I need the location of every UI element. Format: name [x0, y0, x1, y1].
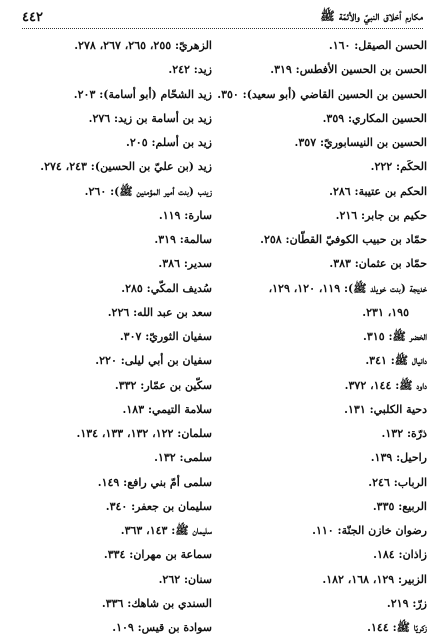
index-entry: دحية الكلبي: ١٣١. — [344, 402, 427, 416]
index-entry: زينب (بنت أمير المؤمنين ﷺ): ٢٦٠. — [84, 184, 212, 198]
index-entry: سلمى أمّ بني رافع: ١٤٩. — [97, 475, 212, 489]
index-entry: الرباب: ٢٤٦. — [368, 475, 427, 489]
index-entry: الحسن بن الحسين الأفطس: ٣١٩. — [270, 63, 427, 77]
index-column-left — [12, 34, 212, 640]
index-entry: زيد الشحّام (أبو أسامة): ٢٠٣. — [73, 87, 212, 101]
index-entry: سفيان بن أبي ليلى: ٢٢٠. — [95, 354, 212, 368]
index-entry: راحيل: ١٣٩. — [370, 451, 427, 465]
index-entry: سماعة بن مهران: ٣٣٤. — [103, 548, 212, 562]
index-entry: سكّين بن عمّار: ٣٣٢. — [114, 378, 212, 392]
index-entry: سدير: ٣٨٦. — [158, 257, 212, 271]
index-entry: الخضر ﷺ: ٣١٥. — [363, 330, 427, 343]
index-entry: حكيم بن جابر: ٢١٦. — [335, 208, 427, 222]
index-entry: سلمى: ١٣٢. — [154, 451, 212, 465]
index-entry: حمّاد بن عثمان: ٣٨٣. — [329, 257, 427, 271]
index-entry-continuation: ١٩٥، ٢٣١. — [362, 305, 409, 319]
index-entry: خديجة (بنت خويلد ﷺ): ١١٩، ١٢٠، ١٢٩، — [268, 281, 427, 295]
index-entry: الزبير: ١٢٩، ١٦٨، ١٨٢. — [322, 572, 427, 586]
index-entry: سُديف المكّي: ٢٨٥. — [121, 281, 212, 295]
index-entry: سعد بن عبد الله: ٢٢٦. — [107, 305, 212, 319]
index-entry: سنان: ٢٦٢. — [158, 572, 212, 586]
index-entry: الزهريّ: ٢٥٥، ٢٦٥، ٢٦٧، ٢٧٨. — [74, 39, 212, 52]
index-entry: زكريّا ﷺ: ١٤٤. — [367, 621, 427, 634]
index-entry: زيد (بن عليّ بن الحسين): ٢٤٣، ٢٧٤. — [40, 160, 212, 174]
index-entry: سارة: ١١٩. — [158, 208, 212, 222]
index-entry: الحسين بن النيسابوريّ: ٣٥٧. — [294, 136, 427, 149]
index-entry: الربيع: ٣٣٥. — [372, 499, 427, 513]
index-entry: زيد بن أسلم: ٢٠٥. — [126, 136, 212, 149]
index-entry: الحسن الصيقل: ١٦٠. — [328, 39, 427, 52]
index-entry: السندي بن شاهك: ٣٣٦. — [101, 596, 212, 610]
index-column-right — [217, 34, 427, 640]
index-entry: الحكم بن عتيبة: ٢٨٦. — [329, 184, 427, 198]
index-entry: دانيال ﷺ: ٣٤١. — [365, 354, 427, 368]
running-title: مكارم أخلاق النبيّ والأئمّة ﷺ — [320, 8, 423, 23]
page-number: ٤٤٢ — [22, 9, 43, 25]
index-entry: الحسين المكاري: ٣٥٩. — [322, 111, 427, 125]
index-entry: ذرّة: ١٣٢. — [381, 427, 427, 440]
index-entry: سلامة التيمي: ١٨٣. — [122, 402, 212, 416]
index-entry: زيد بن أسامة بن زيد: ٢٧٦. — [88, 111, 212, 125]
index-entry: سلمان: ١٢٢، ١٣٢، ١٣٣، ١٣٤. — [76, 427, 212, 440]
index-entry: الحسين بن الحسين القاضي (أبو سعيد): ٣٥٠. — [217, 87, 427, 101]
index-entry: زاذان: ١٨٤. — [373, 548, 427, 562]
index-entry: سالمة: ٣١٩. — [154, 233, 212, 246]
index-entry: زرّ: ٢١٩. — [386, 596, 427, 610]
index-entry: الحكَم: ٢٢٢. — [370, 160, 427, 174]
index-entry: زيد: ٢٤٢. — [168, 63, 212, 77]
index-entry: سليمان بن جعفر: ٣٤٠. — [105, 499, 212, 513]
index-entry: سفيان الثوريّ: ٣٠٧. — [119, 330, 212, 343]
index-entry: سوادة بن قيس: ١٠٩. — [112, 621, 212, 634]
index-entry: داود ﷺ: ١٤٤، ٣٧٢. — [344, 378, 427, 392]
index-entry: حمّاد بن حبيب الكوفيّ القطّان: ٢٥٨. — [260, 233, 427, 246]
index-entry: سليمان ﷺ: ١٤٣، ٣٦٣. — [120, 524, 212, 537]
page-header — [22, 6, 423, 29]
index-entry: رضوان خازن الجنّة: ١١٠. — [312, 524, 427, 537]
